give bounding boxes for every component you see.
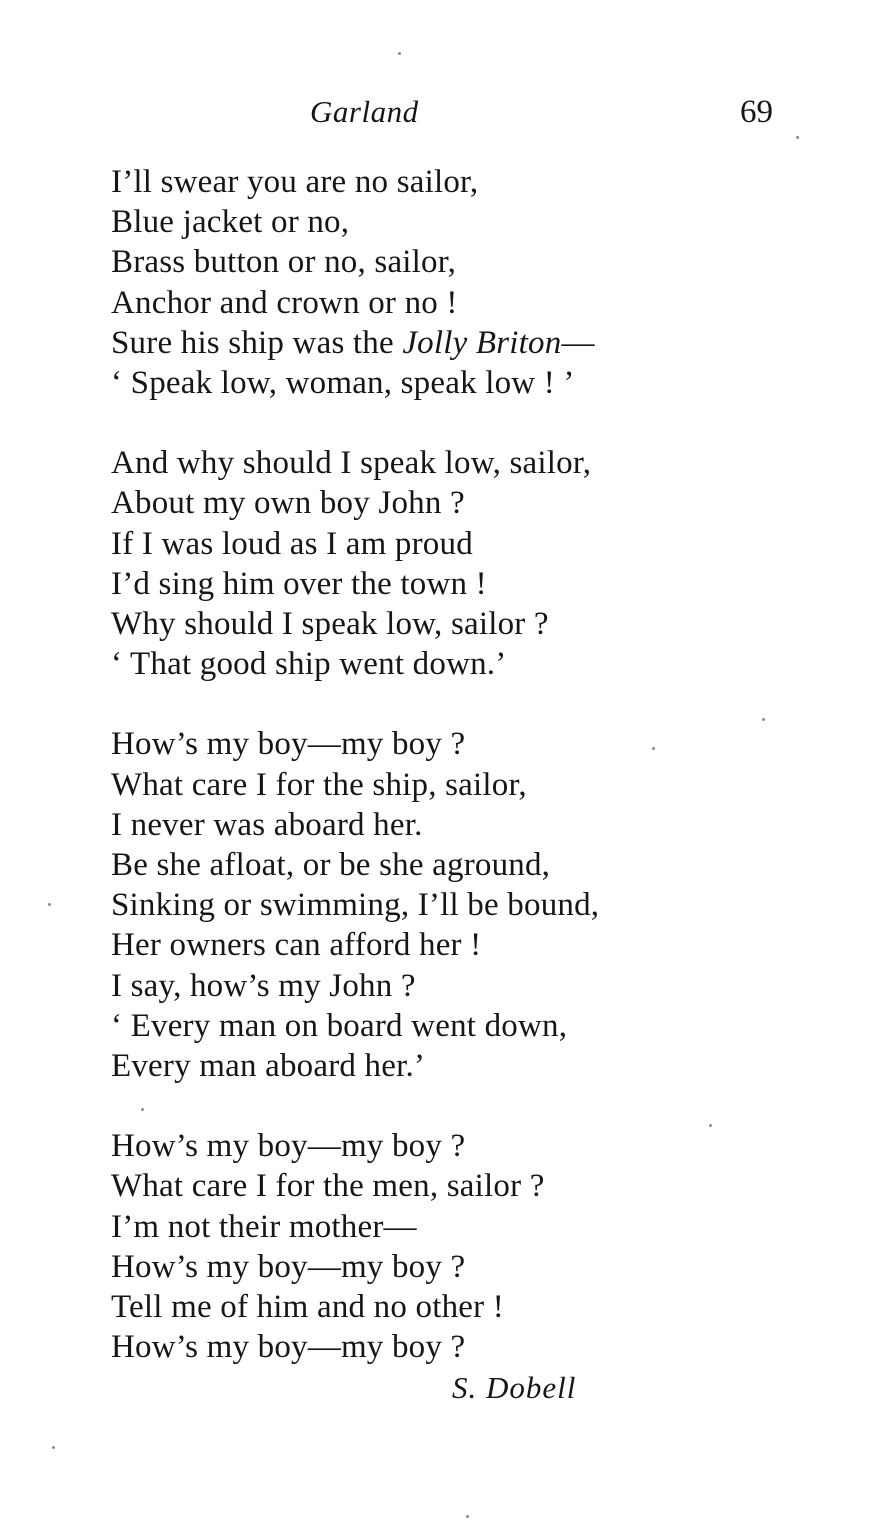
poem-line: ‘ That good ship went down.’ (111, 646, 507, 683)
poem-line: Sinking or swimming, I’ll be bound, (111, 887, 600, 924)
paper-speck (709, 1124, 712, 1127)
poem (111, 162, 811, 1407)
stanza-2 (111, 443, 811, 684)
poem-line: I never was aboard her. (111, 806, 423, 843)
poem-line: How’s my boy—my boy ? (111, 1248, 466, 1285)
poem-line-text: Sure his ship was the (111, 324, 403, 361)
running-head (0, 90, 879, 134)
paper-speck (48, 903, 51, 906)
ship-name: Jolly Briton (402, 324, 562, 361)
author-signature: S. Dobell (452, 1370, 577, 1405)
paper-speck (796, 136, 799, 139)
poem-line: I say, how’s my John ? (111, 967, 416, 1004)
poem-line: I’d sing him over the town ! (111, 565, 487, 602)
paper-speck (52, 1446, 55, 1449)
poem-line: Tell me of him and no other ! (111, 1289, 504, 1326)
poem-line: How’s my boy—my boy ? (111, 1128, 466, 1165)
poem-line-dash: — (561, 324, 595, 361)
poem-line: Her owners can afford her ! (111, 927, 482, 964)
poem-line: What care I for the ship, sailor, (111, 766, 527, 803)
paper-speck (762, 718, 765, 721)
poem-line: ‘ Speak low, woman, speak low ! ’ (111, 365, 575, 402)
poem-line: I’ll swear you are no sailor, (111, 164, 479, 200)
paper-speck (398, 52, 401, 55)
poem-line: Why should I speak low, sailor ? (111, 606, 549, 643)
paper-speck (141, 1108, 144, 1111)
poem-line: Be she afloat, or be she aground, (111, 847, 551, 884)
poem-line: I’m not their mother— (111, 1208, 417, 1245)
poem-line: Brass button or no, sailor, (111, 244, 457, 281)
poem-line: How’s my boy—my boy ? (111, 1329, 466, 1366)
poem-line: Anchor and crown or no ! (111, 284, 458, 321)
running-title: Garland (310, 94, 419, 129)
poem-line: How’s my boy—my boy ? (111, 726, 466, 763)
poem-line: ‘ Every man on board went down, (111, 1007, 568, 1044)
poem-line (111, 323, 811, 363)
poem-line: About my own boy John ? (111, 485, 465, 522)
poem-line: What care I for the men, sailor ? (111, 1168, 545, 1205)
poem-line: If I was loud as I am proud (111, 525, 473, 562)
poem-line: Blue jacket or no, (111, 204, 350, 241)
stanza-4 (111, 1126, 811, 1367)
page-number: 69 (740, 94, 773, 130)
paper-speck (652, 747, 655, 750)
poem-line: And why should I speak low, sailor, (111, 445, 592, 482)
stanza-1 (111, 162, 811, 403)
stanza-3 (111, 724, 811, 1086)
paper-speck (466, 1515, 469, 1518)
poem-line: Every man aboard her.’ (111, 1048, 426, 1085)
